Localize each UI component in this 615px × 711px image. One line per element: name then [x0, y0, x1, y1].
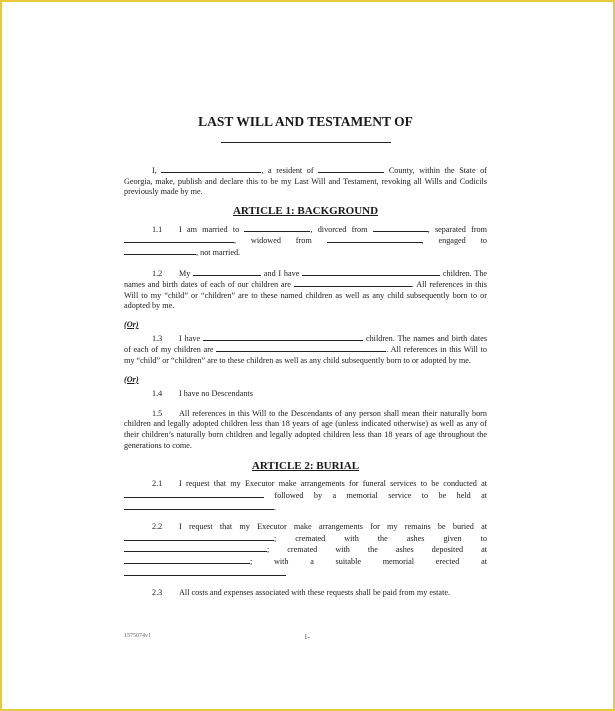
engaged-blank[interactable]	[124, 247, 196, 255]
own-children-names-blank[interactable]	[216, 344, 386, 352]
paragraph-1-3: 1.3 I have children. The names and birth dates of each of my children are . All references in this Will to my “child” or “children” are to these children as well as any child subsequently born to or adopted by me.	[124, 333, 488, 365]
burial-location-blank[interactable]	[124, 533, 274, 541]
paragraph-1-4: 1.4 I have no Descendants	[152, 389, 253, 399]
will-document	[124, 110, 487, 607]
widowed-blank[interactable]	[327, 235, 422, 243]
testator-name-blank[interactable]	[221, 142, 391, 143]
children-names-blank[interactable]	[294, 279, 412, 287]
paragraph-2-1: 2.1 I request that my Executor make arrangements for funeral services to be conducted at followed by a memorial service to be held at .	[124, 479, 487, 513]
or-separator: (Or)	[124, 320, 139, 330]
paragraph-1-5: 1.5 All references in this Will to the Descendants of any person shall mean their naturally born children and legally adopted children less than 18 years of age (unless indicated otherwise) as well as any of their children’s naturally born children and legally adopted children less than 18 years of age throughout the generations to come.	[124, 408, 487, 450]
name-blank[interactable]	[161, 165, 261, 173]
paragraph-1-2: 1.2 My and I have children. The names and birth dates of each of our children are . All references in this Will to my “child” or “children” are to these named children as well as any child subsequently born to or adopted by me.	[124, 268, 488, 311]
paragraph-1-1: 1.1 I am married to , divorced from , separated from , widowed from , engaged to , not married.	[124, 224, 487, 259]
paragraph-2-2: 2.2 I request that my Executor make arrangements for my remains be buried at ; cremated with the ashes given to ; cremated with the ashes deposited at ; with a suitable memorial erected at	[124, 522, 487, 579]
paragraph-2-3: 2.3 All costs and expenses associated with these requests shall be paid from my estate.	[152, 588, 451, 598]
divorced-blank[interactable]	[373, 224, 428, 232]
document-title: LAST WILL AND TESTAMENT OF	[198, 114, 413, 129]
ashes-recipient-blank[interactable]	[124, 544, 267, 552]
article-1-heading: ARTICLE 1: BACKGROUND	[232, 204, 379, 217]
spouse-blank[interactable]	[244, 224, 310, 232]
document-code: 1575074v1	[124, 633, 151, 639]
county-blank[interactable]	[318, 165, 384, 173]
or-separator: (Or)	[124, 374, 139, 384]
ashes-location-blank[interactable]	[124, 556, 250, 564]
children-count-blank[interactable]	[302, 268, 440, 276]
memorial-location-blank[interactable]	[124, 502, 274, 510]
funeral-location-blank[interactable]	[124, 490, 264, 498]
own-children-count-blank[interactable]	[203, 333, 363, 341]
separated-blank[interactable]	[124, 235, 234, 243]
intro-paragraph: I, , a resident of County, within the State of Georgia, make, publish and declare this to be my Last Will and Testament, revoking all Wills and Codicils previously made by me.	[124, 166, 488, 197]
article-2-heading: ARTICLE 2: BURIAL	[251, 460, 360, 473]
page-number: 1-	[304, 633, 310, 641]
memorial-erected-blank[interactable]	[124, 568, 286, 576]
relation-blank[interactable]	[193, 268, 261, 276]
